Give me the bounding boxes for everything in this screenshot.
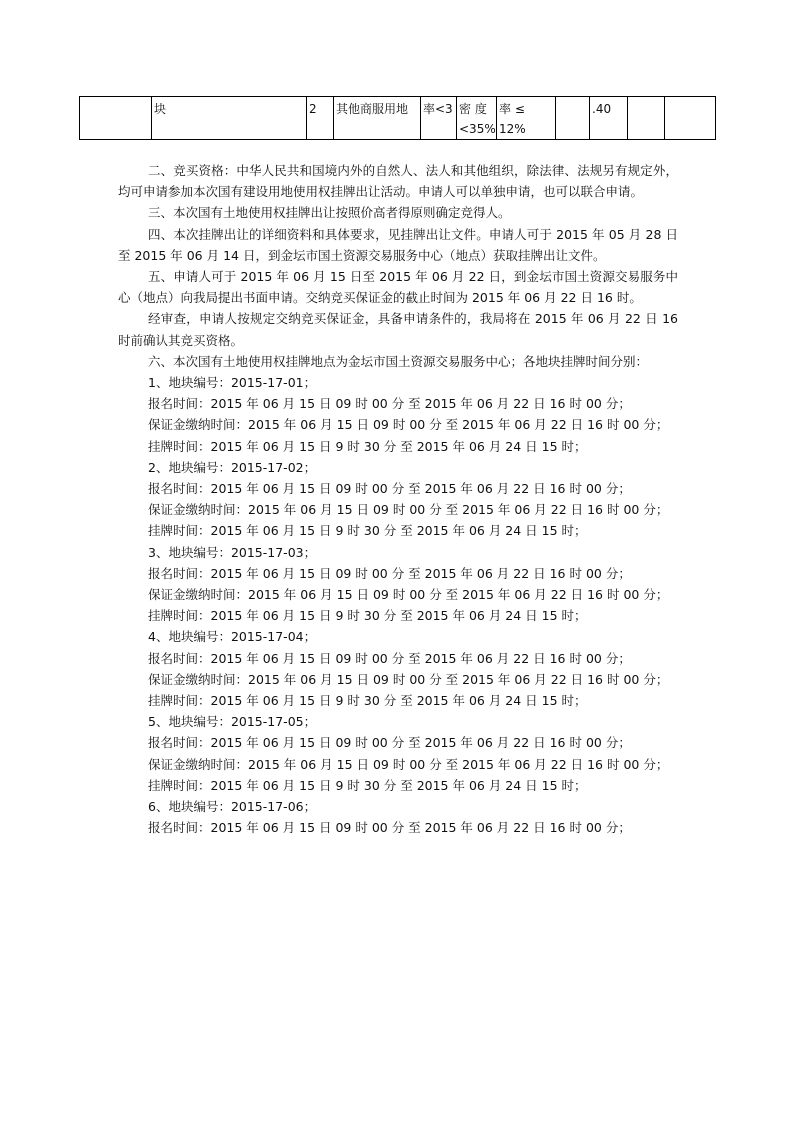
- table-row: [80, 97, 716, 140]
- plot-header: 1、地块编号：2015-17-01；: [148, 375, 317, 391]
- plot-listing-time: 挂牌时间：2015 年 06 月 15 日 9 时 30 分 至 2015 年 06 月 24 日 15 时；: [148, 523, 587, 539]
- plot-deposit-time: 保证金缴纳时间：2015 年 06 月 15 日 09 时 00 分 至 2015 年 06 月 22 日 16 时 00 分；: [148, 502, 669, 518]
- plot-listing-time: 挂牌时间：2015 年 06 月 15 日 9 时 30 分 至 2015 年 06 月 24 日 15 时；: [148, 438, 587, 454]
- table-cell: 率<3: [421, 97, 457, 140]
- table-cell: [80, 97, 152, 140]
- table-cell: 密 度 <35%: [457, 97, 497, 140]
- paragraph-listing-location: 六、本次国有土地使用权挂牌地点为金坛市国土资源交易服务中心；各地块挂牌时间分别：: [148, 353, 649, 369]
- table-cell: 2: [307, 97, 334, 140]
- plot-header: 5、地块编号：2015-17-05；: [148, 714, 317, 730]
- plot-registration-time: 报名时间：2015 年 06 月 15 日 09 时 00 分 至 2015 年 06 月 22 日 16 时 00 分；: [148, 396, 631, 412]
- plot-deposit-time: 保证金缴纳时间：2015 年 06 月 15 日 09 时 00 分 至 2015 年 06 月 22 日 16 时 00 分；: [148, 587, 669, 603]
- table-cell: 其他商服用地: [334, 97, 421, 140]
- plot-deposit-time: 保证金缴纳时间：2015 年 06 月 15 日 09 时 00 分 至 2015 年 06 月 22 日 16 时 00 分；: [148, 671, 669, 687]
- plot-header: 2、地块编号：2015-17-02；: [148, 459, 317, 475]
- plot-deposit-time: 保证金缴纳时间：2015 年 06 月 15 日 09 时 00 分 至 2015 年 06 月 22 日 16 时 00 分；: [148, 756, 669, 772]
- paragraph-application: 五、申请人可于 2015 年 06 月 15 日至 2015 年 06 月 22 日，到金坛市国土资源交易服务中心（地点）向我局提出书面申请。交纳竞买保证金的截止时间为 2015 年 06 月 22 日 16 时。: [118, 269, 678, 306]
- paragraph-review: 经审查，申请人按规定交纳竞买保证金，具备申请条件的，我局将在 2015 年 06 月 22 日 16 时前确认其竞买资格。: [118, 311, 678, 348]
- table-cell: [628, 97, 665, 140]
- plot-header: 6、地块编号：2015-17-06；: [148, 799, 317, 815]
- land-parcel-table-fragment: [79, 96, 716, 140]
- table-cell: [556, 97, 590, 140]
- table-cell: 率 ≤ 12%: [497, 97, 556, 140]
- plot-listing-time: 挂牌时间：2015 年 06 月 15 日 9 时 30 分 至 2015 年 06 月 24 日 15 时；: [148, 777, 587, 793]
- document-body: [118, 160, 678, 839]
- plot-header: 3、地块编号：2015-17-03；: [148, 544, 317, 560]
- plot-listing-time: 挂牌时间：2015 年 06 月 15 日 9 时 30 分 至 2015 年 06 月 24 日 15 时；: [148, 693, 587, 709]
- plot-registration-time: 报名时间：2015 年 06 月 15 日 09 时 00 分 至 2015 年 06 月 22 日 16 时 00 分；: [148, 565, 631, 581]
- table-cell: .40: [590, 97, 628, 140]
- plot-listing-time: 挂牌时间：2015 年 06 月 15 日 9 时 30 分 至 2015 年 06 月 24 日 15 时；: [148, 608, 587, 624]
- plot-registration-time: 报名时间：2015 年 06 月 15 日 09 时 00 分 至 2015 年 06 月 22 日 16 时 00 分；: [148, 820, 631, 836]
- paragraph-qualification: 二、竞买资格：中华人民共和国境内外的自然人、法人和其他组织，除法律、法规另有规定外，均可申请参加本次国有建设用地使用权挂牌出让活动。申请人可以单独申请，也可以联合申请。: [118, 163, 678, 200]
- plot-registration-time: 报名时间：2015 年 06 月 15 日 09 时 00 分 至 2015 年 06 月 22 日 16 时 00 分；: [148, 481, 631, 497]
- plot-deposit-time: 保证金缴纳时间：2015 年 06 月 15 日 09 时 00 分 至 2015 年 06 月 22 日 16 时 00 分；: [148, 417, 669, 433]
- plot-registration-time: 报名时间：2015 年 06 月 15 日 09 时 00 分 至 2015 年 06 月 22 日 16 时 00 分；: [148, 735, 631, 751]
- table-cell: [665, 97, 716, 140]
- paragraph-principle: 三、本次国有土地使用权挂牌出让按照价高者得原则确定竞得人。: [148, 205, 511, 221]
- paragraph-documents: 四、本次挂牌出让的详细资料和具体要求，见挂牌出让文件。申请人可于 2015 年 05 月 28 日至 2015 年 06 月 14 日，到金坛市国土资源交易服务中心（地点）获取挂牌出让文件。: [118, 226, 678, 263]
- plot-header: 4、地块编号：2015-17-04；: [148, 629, 317, 645]
- plot-registration-time: 报名时间：2015 年 06 月 15 日 09 时 00 分 至 2015 年 06 月 22 日 16 时 00 分；: [148, 650, 631, 666]
- table-cell: 块: [152, 97, 307, 140]
